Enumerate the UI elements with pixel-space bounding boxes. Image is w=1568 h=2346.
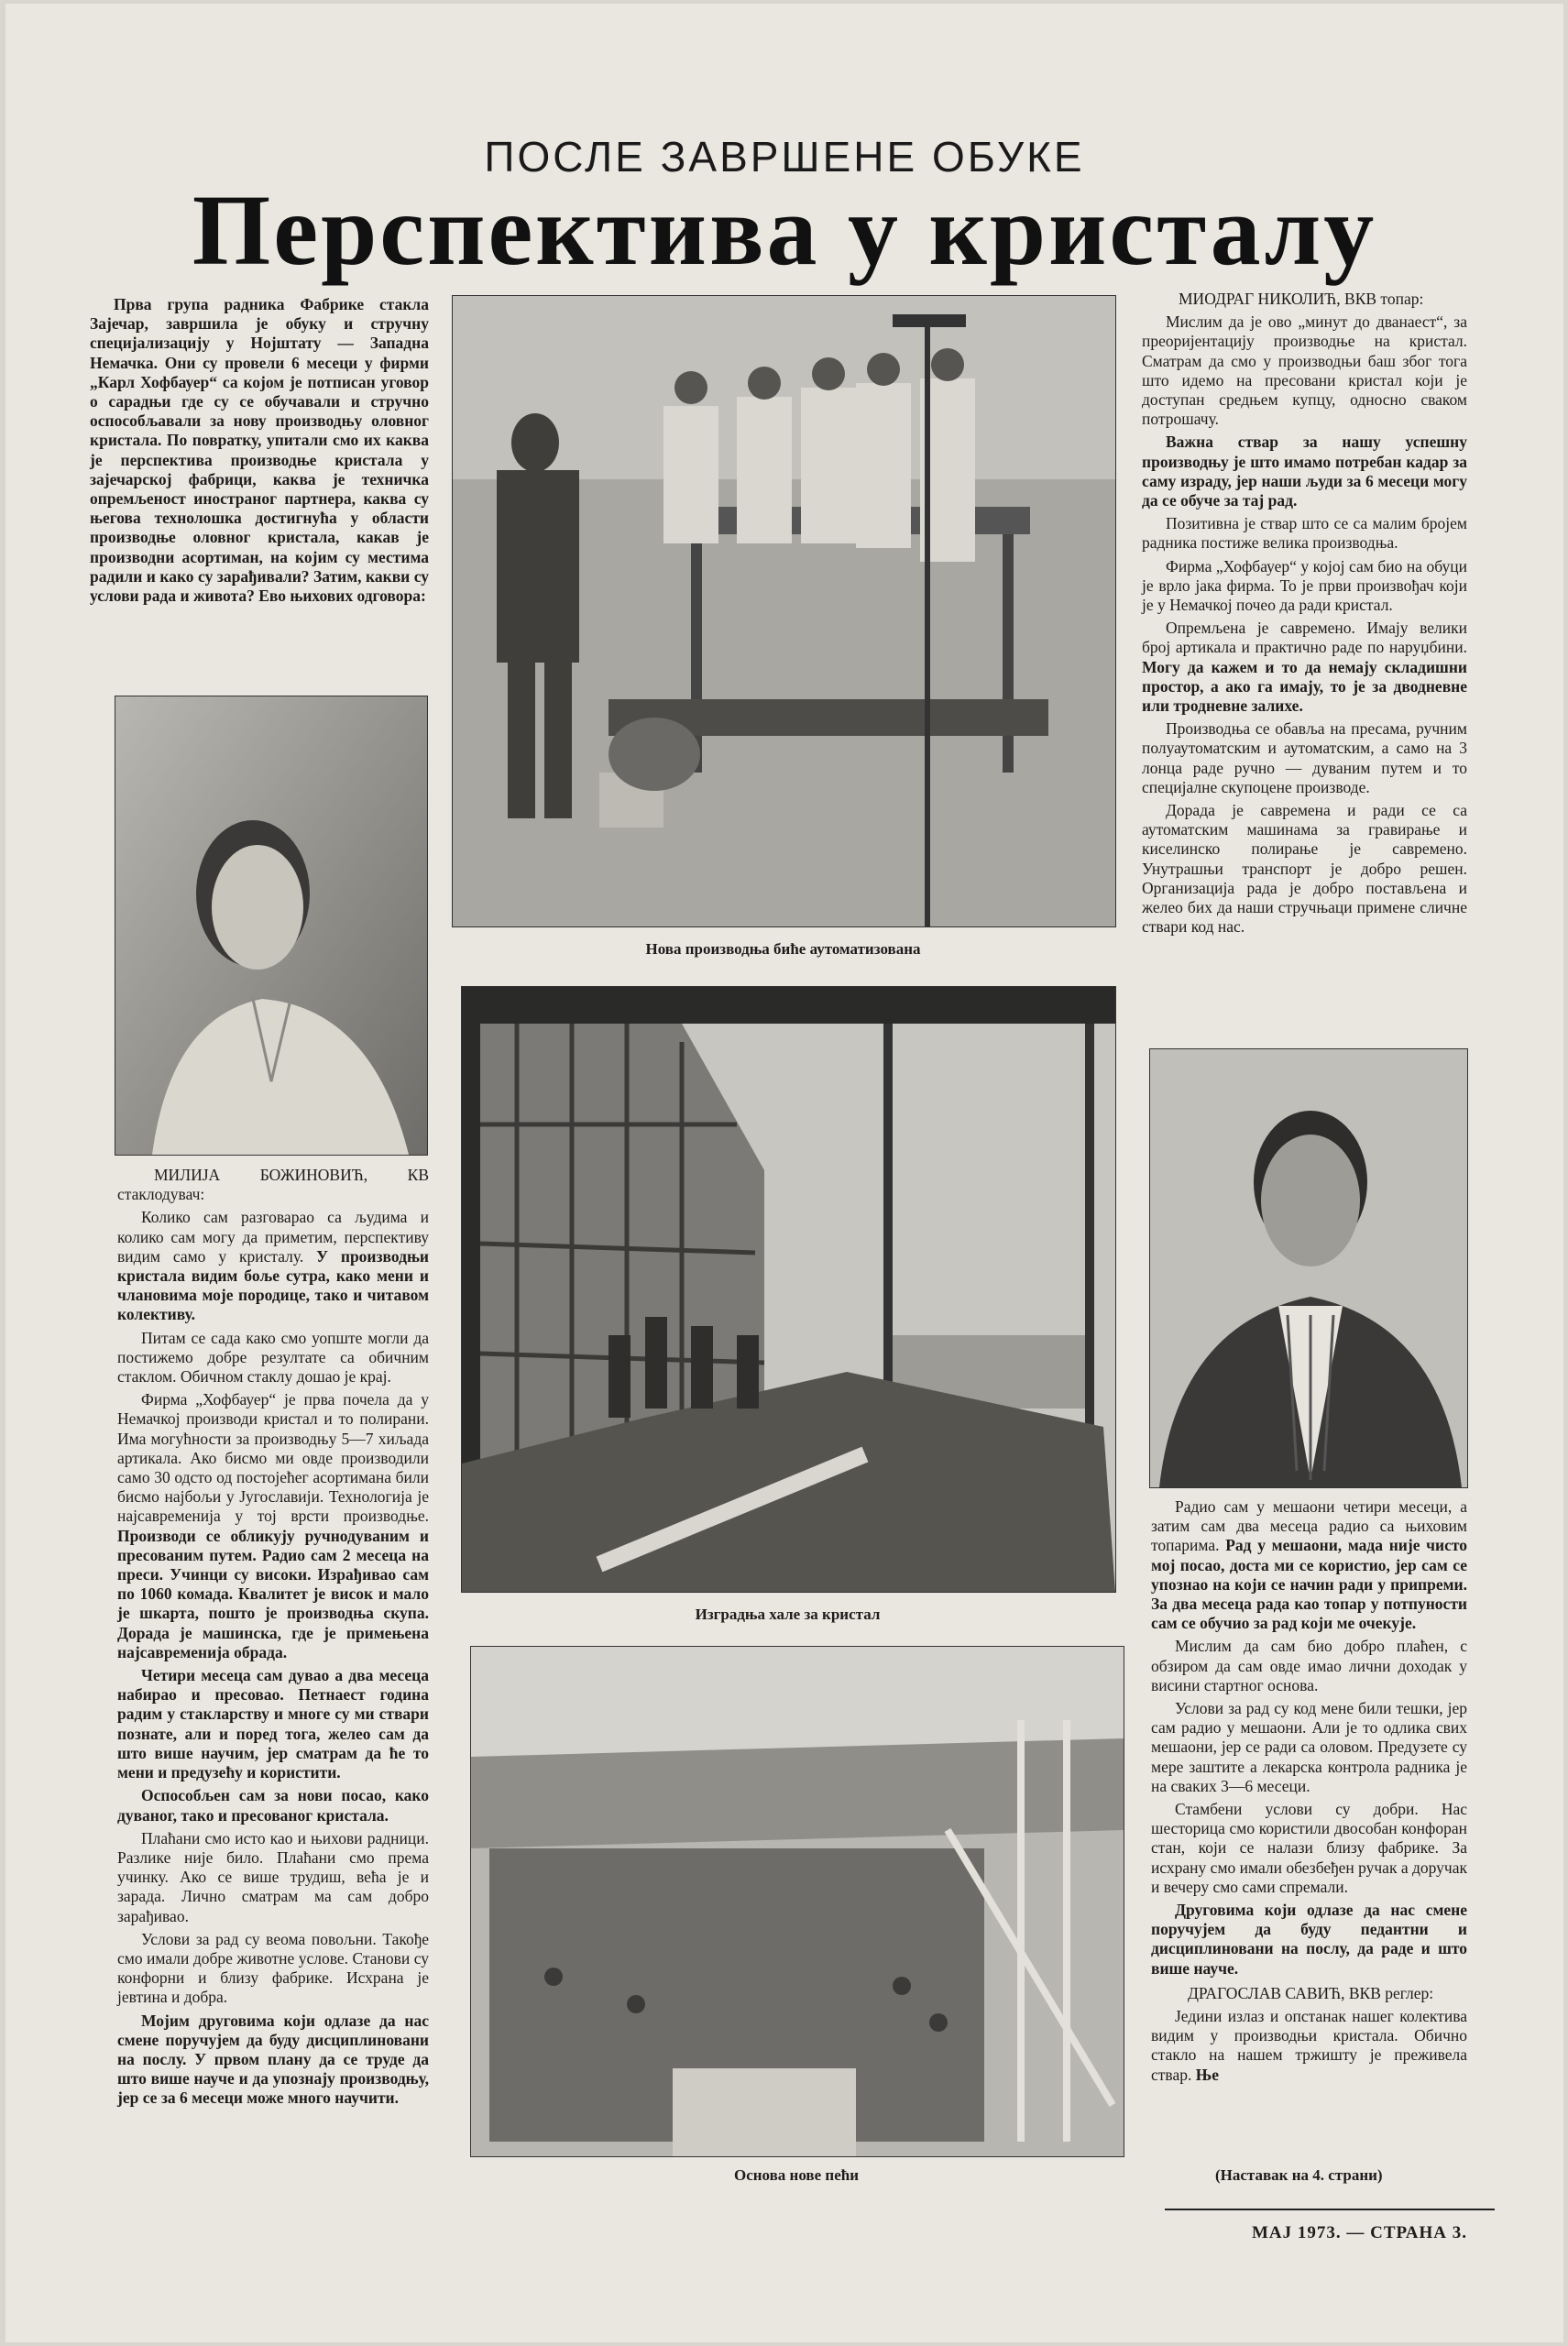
left-paragraph: Колико сам разговарао са људима и колико сам могу да приметим, перспективу видим само у кристалу. У производњи кристала видим боље сутра, како мени и члановима моје породице, тако и читавом колективу.	[117, 1208, 429, 1324]
continued-note: (Наставак на 4. страни)	[1215, 2166, 1383, 2184]
portrait-photo-milija	[115, 696, 428, 1156]
left-paragraph: Четири месеца сам дувао а два месеца набирао и пресовао. Петнаест година радим у стакларству и многе су ми ствари познате, али и поред тога, желео сам да што више научим, јер сматрам да ће то мени и предузећу и користити.	[117, 1666, 429, 1782]
right-paragraph: Производња се обавља на пресама, ручним полуаутоматским и аутоматским, а само на 3 лонца раде ручно — дуваним путем и то специјалне скупоцене производе.	[1142, 719, 1467, 796]
right-paragraph: Позитивна је ствар што се са малим бројем радника постиже велика производња.	[1142, 514, 1467, 553]
headline: Перспектива у кристалу	[192, 174, 1377, 286]
right-paragraph: Опремљена је савремено. Имају велики број артикала и практично раде по наруџбини. Могу да кажем и то да немају складишни простор, а ако га имају, то је за дводневне или тродневне залихе.	[1142, 619, 1467, 716]
left-paragraph: Фирма „Хофбауер“ је прва почела да у Немачкој производи кристал и то полирани. Има могућности за производњу 5—7 хиљада артикала. Ако бисмо ми овде производили само 30 одсто од постојећег асортимана били бисмо најбољи у Југославији. Технологија је најсавременија у тој врсти производње. Производи се обликују ручнодуваним и пресованим путем. Радио сам 2 месеца на преси. Учинци су високи. Израђивао сам по 1060 комада. Квалитет је висок и мало је шкарта, пошто је производња скупа. Дорада је машинска, где је примењена најсавременија обрада.	[117, 1390, 429, 1661]
kicker: ПОСЛЕ ЗАВРШЕНЕ ОБУКЕ	[484, 133, 1085, 181]
right-paragraph: Мислим да сам био добро плаћен, с обзиром да сам овде имао лични доходак у висини стартног основа.	[1151, 1637, 1467, 1694]
byline-milija: МИЛИЈА БОЖИНОВИЋ, КВ стаклодувач:	[117, 1166, 429, 1204]
photo-caption-3: Основа нове пећи	[733, 2166, 859, 2184]
byline-dragoslav: ДРАГОСЛАВ САВИЋ, ВКВ реглер:	[1188, 1983, 1434, 2002]
left-paragraph: Оспособљен сам за нови посао, како дуваног, тако и пресованог кристала.	[117, 1786, 429, 1825]
right-paragraph: Важна ствар за нашу успешну производњу је што имамо потребан кадар за саму израду, јер наши људи за 6 месеци могу да се обуче за тај рад.	[1142, 433, 1467, 510]
right-paragraph: Фирма „Хофбауер“ у којој сам био на обуци је врло јака фирма. То је први произвођач који је у Немачкој почео да ради кристал.	[1142, 556, 1467, 615]
portrait-photo-miodrag	[1149, 1048, 1468, 1488]
right-paragraph: Дорада је савремена и ради се са аутоматским машинама за гравирање и киселинско полирање је савремено. Унутрашњи транспорт је добро решен. Организација рада је добро постављена и желео бих да наши стручњаци примене сличне ствари код нас.	[1142, 801, 1467, 937]
left-paragraph: Плаћани смо исто као и њихови радници. Разлике није било. Плаћани смо према учинку. Ако се више трудиш, већа је и зарада. Лично сматрам ма сам добро зарађивао.	[117, 1828, 429, 1925]
right-paragraph: Једини излаз и опстанак нашег колектива видим у производњи кристала. Обично стакло на нашем тржишту је преживела ствар. Ње	[1151, 2007, 1467, 2084]
furnace-foundation-photo	[470, 1646, 1124, 2157]
photo-caption-2: Изградња хале за кристал	[695, 1606, 881, 1623]
left-paragraph: Мојим друговима који одлазе да нас смене поручујем да буду дисциплиновани на послу. У првом плану да се труде да што више науче и да упознају производњу, јер се за 6 месеци може много научити.	[117, 2011, 429, 2108]
left-paragraph: Услови за рад су веома повољни. Такође смо имали добре животне услове. Станови су конфорни и близу фабрике. Исхрана је јевтина и добра.	[117, 1929, 429, 2007]
right-paragraph: Услови за рад су код мене били тешки, јер сам радио у мешаони. Али је то одлика свих мешаони, јер се ради са оловом. Предузете су мере заштите а лекарска контрола радника је на сваких 3—6 месеци.	[1151, 1699, 1467, 1795]
byline-miodrag: МИОДРАГ НИКОЛИЋ, ВКВ топар:	[1179, 290, 1424, 308]
left-article-column	[117, 1160, 429, 2112]
page-footer: МАЈ 1973. — СТРАНА 3.	[1252, 2223, 1467, 2242]
right-paragraph: Мислим да је ово „минут до дванаест“, за преоријентацију производње на кристал. Сматрам да смо у производњи баш због тога што идемо на пресовани кристал који је доступан средњем купцу, односно сваком потрошачу.	[1142, 312, 1467, 429]
intro-text-block	[90, 295, 429, 609]
right-article-column-bottom	[1151, 1497, 1467, 2088]
intro-paragraph: Прва група радника Фабрике стакла Зајечар, завршила је обуку и стручну специјализацију у Нојштату — Западна Немачка. Они су провели 6 месеци у фирми „Карл Хофбауер“ са којом је потписан уговор о сарадњи где су се обучавали и стручно оспособљавали за нову производњу оловног кристала. По повратку, упитали смо их каква је перспектива производње кристала у зајечарској фабрици, каква је техничка опремљеност иностраног партнера, каква су његова технолошка достигнућа у области производње оловног кристала, какав је производни асортиман, на којим су местима радили и како су зарађивали? Затим, какви су услови рада и живота? Ево њихових одговора:	[90, 295, 429, 606]
left-paragraph: Питам се сада како смо уопште могли да постижемо добре резултате са обичним стаклом. Обичном стаклу дошао је крај.	[117, 1328, 429, 1387]
right-paragraph: Друговима који одлазе да нас смене поручујем да буду педантни и дисциплиновани на послу, да раде и што више науче.	[1151, 1901, 1467, 1978]
right-paragraph: Стамбени услови су добри. Нас шесторица смо користили двособан конфоран стан, који се налази близу фабрике. За исхрану смо имали обезбеђен ручак а доручак и вечеру смо сами спремали.	[1151, 1800, 1467, 1896]
factory-workers-photo	[452, 295, 1116, 927]
construction-hall-photo	[461, 986, 1116, 1593]
right-paragraph: Радио сам у мешаони четири месеци, а затим сам два месеца радио са њиховим топарима. Рад у мешаони, мада није чисто мој посао, доста ми се користио, јер сам се упознао на који се начин ради у припреми. За два месеца рада као топар у потпуности сам се обучио за рад који ме очекује.	[1151, 1497, 1468, 1633]
photo-caption-1: Нова производња биће аутоматизована	[645, 940, 921, 958]
footer-rule	[1165, 2209, 1495, 2210]
newspaper-page	[5, 4, 1563, 2342]
right-article-column-top	[1142, 284, 1467, 941]
